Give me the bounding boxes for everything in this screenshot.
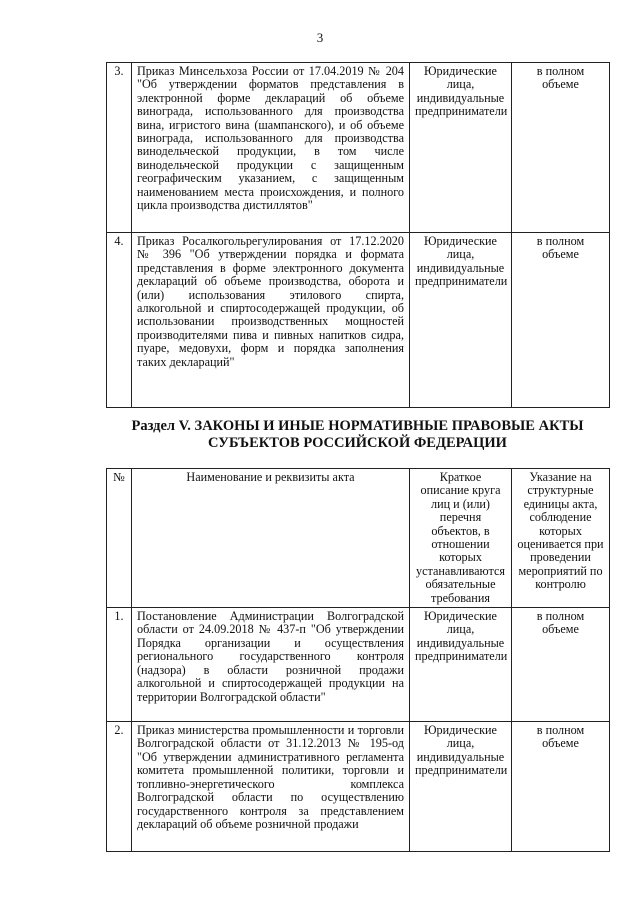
act-scope: в полном объеме	[512, 63, 610, 233]
act-name: Постановление Администрации Волгоградской области от 24.09.2018 № 437-п "Об утверждении Порядка организации и осуществления регионального государственного контроля (надзора) в области розничной продажи алкогольной и спиртосодержащей продукции на территории Волгоградской области"	[132, 608, 410, 722]
acts-table-federal	[106, 62, 610, 408]
act-name: Приказ министерства промышленности и торговли Волгоградской области от 31.12.2013 № 195-од "Об утверждении административного регламента комитета промышленной политики, торговли и топливно-энергетического комплекса Волгоградской области по осуществлению государственного контроля за представлением деклараций об объеме розничной продажи	[132, 722, 410, 852]
section-title-line1: Раздел V. ЗАКОНЫ И ИНЫЕ НОРМАТИВНЫЕ ПРАВОВЫЕ АКТЫ	[131, 418, 584, 434]
table-header-row	[107, 469, 610, 608]
section-title	[100, 418, 615, 452]
table-row	[107, 608, 610, 722]
table-row	[107, 233, 610, 408]
act-name: Приказ Минсельхоза России от 17.04.2019 № 204 "Об утверждении форматов представления в электронной форме деклараций об объеме винограда, использованного для производства вина, игристого вина (шампанского), и об объеме винограда, использованного для производства винодельческой продукции, в том числе винодельческой продукции с защищенным географическим указанием, с защищенным наименованием места происхождения, и полного цикла производства дистиллятов"	[132, 63, 410, 233]
section-title-line2: СУБЪЕКТОВ РОССИЙСКОЙ ФЕДЕРАЦИИ	[208, 435, 507, 451]
page-number: 3	[316, 30, 324, 45]
act-name: Приказ Росалкогольрегулирования от 17.12.2020 № 396 "Об утверждении порядка и формата представления в форме электронного документа деклараций об объеме производства, оборота и (или) использования этилового спирта, алкогольной и спиртосодержащей продукции, об использовании производственных мощностей производителями пива и пивных напитков сидра, пуаре, медовухи, форм и порядка заполнения таких деклараций"	[132, 233, 410, 408]
row-number: 2.	[107, 722, 132, 852]
act-scope: в полном объеме	[512, 722, 610, 852]
act-subjects: Юридические лица, индивидуальные предприниматели	[410, 63, 512, 233]
row-number: 4.	[107, 233, 132, 408]
row-number: 1.	[107, 608, 132, 722]
act-scope: в полном объеме	[512, 233, 610, 408]
row-number: 3.	[107, 63, 132, 233]
act-scope: в полном объеме	[512, 608, 610, 722]
act-subjects: Юридические лица, индивидуальные предприниматели	[410, 608, 512, 722]
table-row	[107, 63, 610, 233]
header-subjects: Краткое описание круга лиц и (или) перечня объектов, в отношении которых устанавливаются обязательные требования	[410, 469, 512, 608]
header-act-name: Наименование и реквизиты акта	[132, 469, 410, 608]
header-scope: Указание на структурные единицы акта, соблюдение которых оценивается при проведении мероприятий по контролю	[512, 469, 610, 608]
table-row	[107, 722, 610, 852]
act-subjects: Юридические лица, индивидуальные предприниматели	[410, 233, 512, 408]
act-subjects: Юридические лица, индивидуальные предприниматели	[410, 722, 512, 852]
header-number: №	[107, 469, 132, 608]
acts-table-regional	[106, 468, 610, 852]
